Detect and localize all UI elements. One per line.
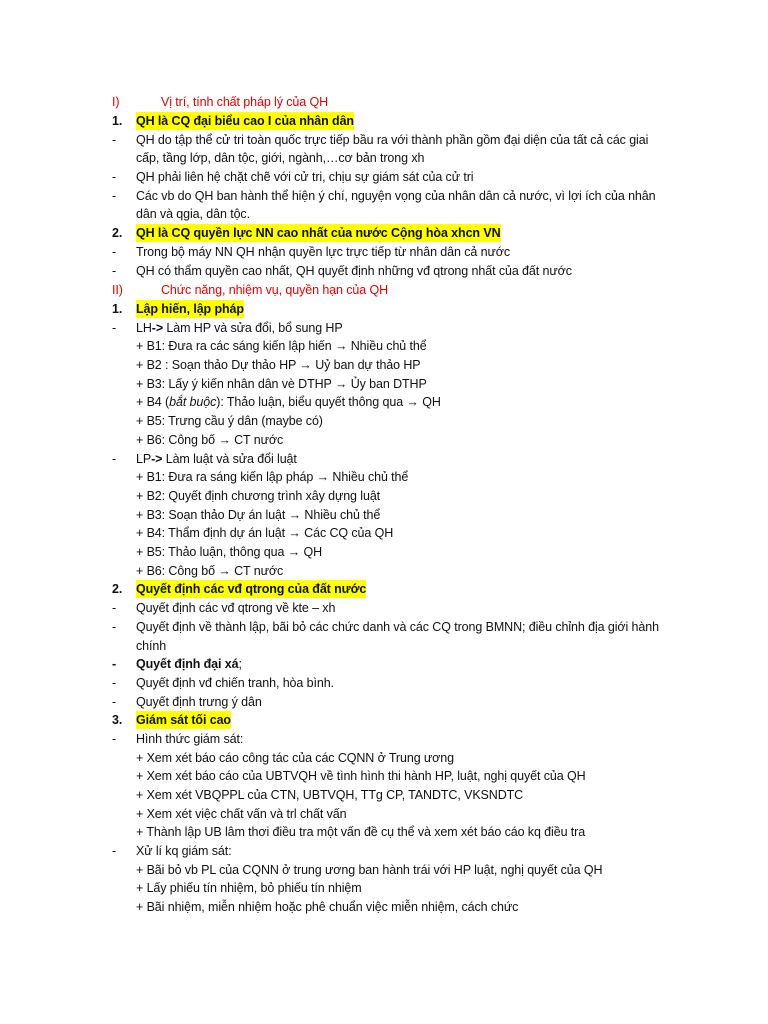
list-item: Quyết định vđ chiến tranh, hòa bình. — [136, 676, 334, 690]
subheading-number: 3. — [112, 713, 123, 727]
bullet-dash: - — [112, 732, 117, 746]
arrow: -> — [151, 452, 163, 466]
step-item: + B2 : Soạn thảo Dự thảo HP → Uỷ ban dự thảo HP — [136, 358, 421, 372]
lh-line — [136, 319, 343, 337]
step-item — [136, 393, 441, 411]
subheading-title: Quyết định các vđ qtrong của đất nước — [136, 582, 367, 596]
subheading-number: 2. — [112, 226, 123, 240]
section-heading-1 — [112, 93, 329, 111]
list-item: QH phải liên hệ chặt chẽ với cử tri, chịu sự giám sát của cử tri — [136, 170, 474, 184]
list-item: Các vb do QH ban hành thể hiện ý chí, nguyện vọng của nhân dân cả nước, vì lợi ích của nhân — [136, 189, 656, 203]
bullet-dash: - — [112, 620, 117, 634]
list-item: Xử lí kq giám sát: — [136, 844, 232, 858]
bullet-dash: - — [112, 844, 117, 858]
step-item: + B3: Soạn thảo Dự án luật → Nhiều chủ thể — [136, 508, 381, 522]
bullet-dash: - — [112, 657, 117, 671]
section-number: II) — [112, 283, 123, 297]
lp-label: LP — [136, 452, 152, 466]
step-item: + Thành lập UB lâm thơi điều tra một vấn đề cụ thể và xem xét báo cáo kq điều tra — [136, 825, 586, 839]
bullet-dash: - — [112, 170, 117, 184]
lp-line — [136, 450, 297, 468]
step-item: + B1: Đưa ra sáng kiến lập pháp → Nhiều chủ thể — [136, 470, 409, 484]
step-item: + B6: Công bố → CT nước — [136, 433, 284, 447]
punctuation: ; — [238, 657, 242, 671]
list-item: Trong bộ máy NN QH nhận quyền lực trực tiếp từ nhân dân cả nước — [136, 245, 510, 259]
subheading-title: QH là CQ quyền lực NN cao nhất của nước Cộng hòa xhcn VN — [136, 226, 501, 240]
step-emphasis: bắt buộc — [169, 395, 217, 409]
list-item: chính — [136, 639, 167, 653]
bullet-dash: - — [112, 264, 117, 278]
step-item: + Xem xét VBQPPL của CTN, UBTVQH, TTg CP, TANDTC, VKSNDTC — [136, 788, 524, 802]
subheading-title: QH là CQ đại biểu cao I của nhân dân — [136, 114, 354, 128]
bullet-dash: - — [112, 245, 117, 259]
list-item: dân và qgia, dân tộc. — [136, 207, 250, 221]
step-suffix: ): Thảo luận, biểu quyết thông qua → QH — [216, 395, 441, 409]
subheading-3 — [112, 300, 244, 318]
list-item: Hình thức giám sát: — [136, 732, 244, 746]
step-prefix: + B4 ( — [136, 395, 170, 409]
lh-desc: Làm HP và sửa đổi, bổ sung HP — [163, 321, 343, 335]
bullet-dash: - — [112, 676, 117, 690]
subheading-1 — [112, 112, 354, 130]
step-item: + Xem xét báo cáo công tác của các CQNN ở Trung ương — [136, 751, 454, 765]
step-item: + B6: Công bố → CT nước — [136, 564, 284, 578]
bullet-dash: - — [112, 695, 117, 709]
lh-label: LH — [136, 321, 152, 335]
bold-text: Quyết định đại xá — [136, 657, 239, 671]
step-item: + Lấy phiếu tín nhiệm, bỏ phiếu tín nhiệm — [136, 881, 362, 895]
arrow: -> — [151, 321, 164, 335]
step-item: + Xem xét báo cáo của UBTVQH về tình hình thi hành HP, luật, nghị quyết của QH — [136, 769, 586, 783]
list-item: cấp, tầng lớp, dân tộc, giới, ngành,…cơ bản trong xh — [136, 151, 425, 165]
section-heading-2 — [112, 281, 389, 299]
bullet-dash: - — [112, 189, 117, 203]
subheading-title: Lập hiến, lập pháp — [136, 302, 244, 316]
list-item: QH có thẩm quyền cao nhất, QH quyết định những vđ qtrong nhất của đất nước — [136, 264, 572, 278]
step-item: + B5: Trưng cầu ý dân (maybe có) — [136, 414, 323, 428]
list-item: QH do tập thể cử tri toàn quốc trực tiếp bầu ra với thành phần gồm đại diện của tất cả các giai — [136, 133, 649, 147]
list-item: Quyết định các vđ qtrong về kte – xh — [136, 601, 336, 615]
subheading-5 — [112, 711, 231, 729]
step-item: + B5: Thảo luận, thông qua → QH — [136, 545, 323, 559]
list-item — [136, 655, 242, 673]
section-title: Vị trí, tính chất pháp lý của QH — [161, 95, 329, 109]
step-item: + Xem xét việc chất vấn và trl chất vấn — [136, 807, 347, 821]
bullet-dash: - — [112, 601, 117, 615]
step-item: + B3: Lấy ý kiến nhân dân vè DTHP → Ủy ban DTHP — [136, 377, 427, 391]
lp-desc: Làm luật và sửa đổi luật — [162, 452, 297, 466]
bullet-dash: - — [112, 133, 117, 147]
step-item: + Bãi nhiệm, miễn nhiệm hoặc phê chuẩn việc miễn nhiệm, cách chức — [136, 900, 519, 914]
step-item: + B1: Đưa ra các sáng kiến lập hiến → Nhiều chủ thể — [136, 339, 427, 353]
subheading-number: 2. — [112, 582, 123, 596]
step-item: + Bãi bỏ vb PL của CQNN ở trung ương ban hành trái với HP luật, nghị quyết của QH — [136, 863, 603, 877]
bullet-dash: - — [112, 452, 117, 466]
subheading-number: 1. — [112, 302, 123, 316]
subheading-title: Giám sát tối cao — [136, 713, 231, 727]
subheading-2 — [112, 224, 501, 242]
step-item: + B4: Thẩm định dự án luật → Các CQ của QH — [136, 526, 394, 540]
step-item: + B2: Quyết định chương trình xây dựng luật — [136, 489, 381, 503]
list-item: Quyết định về thành lập, bãi bỏ các chức danh và các CQ trong BMNN; điều chỉnh địa giới hành — [136, 620, 659, 634]
bullet-dash: - — [112, 321, 117, 335]
subheading-4 — [112, 580, 367, 598]
subheading-number: 1. — [112, 114, 123, 128]
section-title: Chức năng, nhiệm vụ, quyền hạn của QH — [161, 283, 389, 297]
section-number: I) — [112, 95, 120, 109]
list-item: Quyết định trưng ý dân — [136, 695, 262, 709]
